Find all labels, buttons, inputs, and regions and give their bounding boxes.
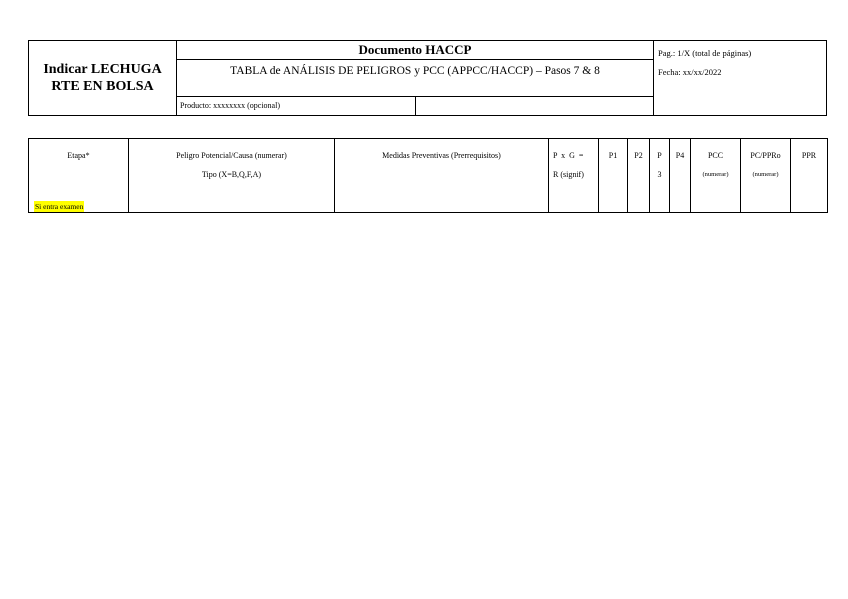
doc-title: Documento HACCP — [177, 41, 654, 60]
pcc-sub: (numerar) — [702, 171, 729, 178]
pcppro-sub: (numerar) — [752, 171, 779, 178]
pcppro-column — [741, 139, 791, 213]
product-name-line1: Indicar LECHUGA — [43, 62, 162, 77]
p4-header: P4 — [675, 151, 685, 160]
p3-line1: P — [657, 151, 662, 160]
document-header — [28, 40, 827, 116]
hazard-analysis-table — [28, 138, 828, 213]
page-label: Pag.: 1/X (total de páginas) — [658, 48, 752, 58]
p3-line2: 3 — [657, 170, 662, 179]
pcc-column — [691, 139, 741, 213]
p3-column — [650, 139, 670, 213]
pxg-line2: R (signif) — [553, 170, 584, 179]
pxg-line1: P x G = — [553, 151, 585, 160]
p1-header: P1 — [608, 151, 618, 160]
p2-header: P2 — [634, 151, 643, 160]
peligro-column — [129, 139, 335, 213]
medidas-column — [335, 139, 549, 213]
medidas-header: Medidas Preventivas (Prerrequisitos) — [382, 151, 501, 160]
peligro-type: Tipo (X=B,Q,F,A) — [201, 170, 262, 179]
page-info — [654, 41, 827, 116]
p4-column — [670, 139, 691, 213]
date-label: Fecha: xx/xx/2022 — [658, 67, 722, 77]
pcppro-header: PC/PPRo — [750, 151, 781, 160]
ppr-column — [791, 139, 828, 213]
p2-column — [628, 139, 650, 213]
etapa-note: Si entra examen — [35, 202, 84, 211]
product-label: Producto: xxxxxxxx (opcional) — [177, 97, 416, 116]
table-title: TABLA de ANÁLISIS DE PELIGROS y PCC (APPCC/HACCP) – Pasos 7 & 8 — [177, 60, 654, 97]
peligro-header: Peligro Potencial/Causa (numerar) — [176, 151, 287, 160]
etapa-header: Etapa* — [67, 151, 90, 160]
product-name-line2: RTE EN BOLSA — [51, 79, 154, 94]
ppr-header: PPR — [801, 151, 817, 160]
product-extra — [415, 97, 654, 116]
p1-column — [599, 139, 628, 213]
product-name — [29, 41, 177, 116]
etapa-column — [29, 139, 129, 213]
pxg-column — [549, 139, 599, 213]
pcc-header: PCC — [707, 151, 724, 160]
